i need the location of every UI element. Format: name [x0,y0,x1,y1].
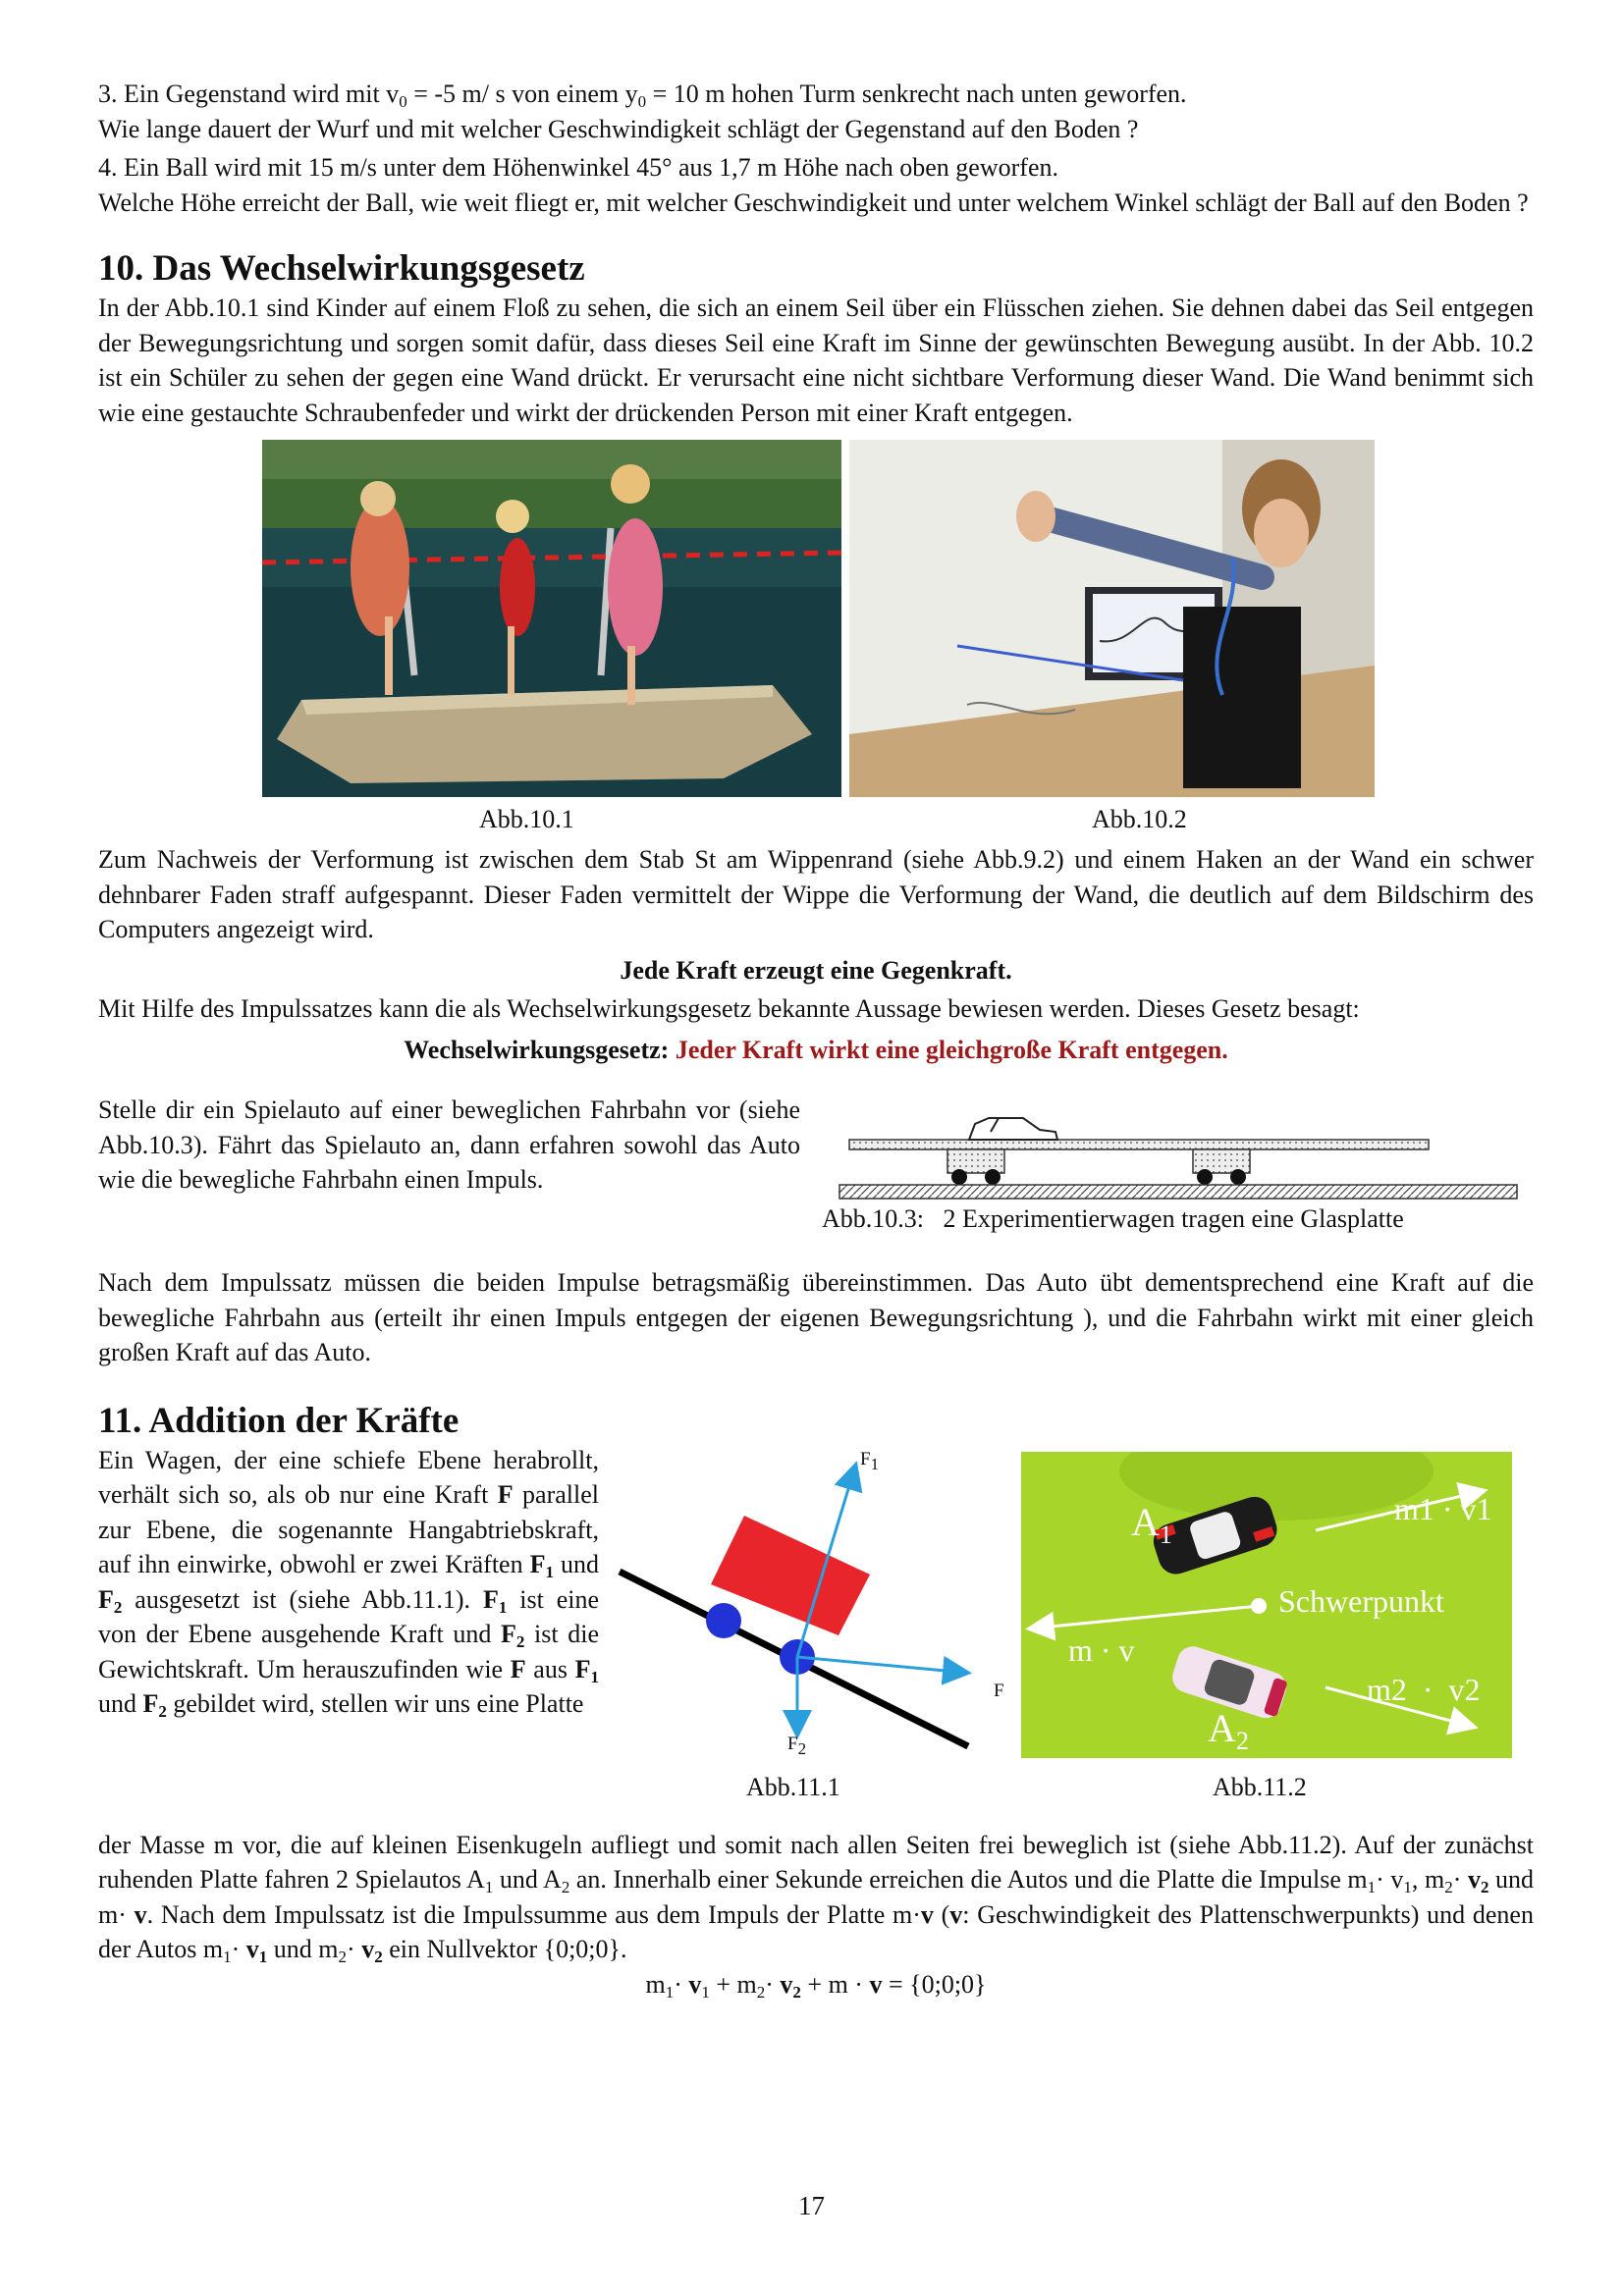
page-number: 17 [798,2191,825,2220]
caption-abb-11-2: Abb.11.2 [1213,1772,1307,1801]
section-10-title: 10. Das Wechselwirkungsgesetz [98,248,585,289]
section-10-para2: Zum Nachweis der Verformung ist zwischen dem Stab St am Wippenrand (siehe Abb.9.2) und einem Haken an der Wand ein schwer dehnbarer Faden straff aufgespannt. Dieser Faden vermittelt der Wippe die Verformung der Wand, die deutlich auf dem Bildschirm des Computers angezeigt wird. [98,845,1534,943]
exercise-4-line2: Welche Höhe erreicht der Ball, wie weit fliegt er, mit welcher Geschwindigkeit und unter welchem Winkel schlägt der Ball auf den Boden ? [98,187,1529,217]
law-statement [98,1033,1534,1068]
photo-row-10 [98,440,1534,842]
bold-statement: Jede Kraft erzeugt eine Gegenkraft. [620,955,1012,985]
caption-abb-10-1: Abb.10.1 [479,805,574,833]
label-schwerpunkt: Schwerpunkt [1278,1582,1444,1619]
label-a2: $A_2$ [1208,1705,1249,1755]
incline-diagram [617,1449,1009,1763]
label-a1: $A_1$ [1131,1499,1172,1549]
section-11-para1: Ein Wagen, der eine schiefe Ebene herabrollt, verhält sich so, als ob nur eine Kraft F parallel zur Ebene, die sogenannte Hangabtriebskraft, auf ihn einwirke, obwohl er zwei Kräften $F_1$ und $F_2$ ausgesetzt ist (siehe Abb.11.1). $F_1$ ist eine von der Ebene ausgehende Kraft und $F_2$ ist die Gewichtskraft. Um herauszufinden wie F aus $F_1$ und $F_2$ gebildet wird, stellen wir uns eine Platte [98,1445,600,1721]
caption-abb-10-2: Abb.10.2 [1092,805,1187,833]
label-m1v1: m1 · v1 [1394,1490,1492,1526]
law-label: Wechselwirkungsgesetz: [404,1035,676,1064]
section-10-para3: Mit Hilfe des Impulssatzes kann die als Wechselwirkungsgesetz bekannte Aussage bewiesen werden. Dieses Gesetz besagt: [98,994,1360,1023]
label-mv: m · v [1068,1631,1135,1668]
figure-10-3 [822,1093,1534,1240]
momentum-equation: $m_1\cdot v_1 + m_2\cdot v_2 + m \cdot v$ = {0;0;0} [645,1969,987,2002]
section-10-intro: In der Abb.10.1 sind Kinder auf einem Floß zu sehen, die sich an einem Seil über ein Flüsschen ziehen. Sie dehnen dabei das Seil entgegen der Bewegungsrichtung und sorgen somit dafür, dass dieses Seil eine Kraft im Sinne der gewünschten Bewegung ausübt. In der Abb. 10.2 ist ein Schüler zu sehen der gegen eine Wand drückt. Er verursacht eine nicht sichtbare Verformung dieser Wand. Die Wand benimmt sich wie eine gestauchte Schraubenfeder und wirkt der drückenden Person mit einer Kraft entgegen. [98,294,1534,427]
car-track-row [98,1093,1534,1240]
caption-abb-11-1: Abb.11.1 [746,1772,840,1801]
label-m2v2: m2 · v2 [1367,1671,1481,1707]
label-f2: $F_2$ [787,1733,807,1758]
exercise-3-line2: Wie lange dauert der Wurf und mit welcher Geschwindigkeit schlägt der Gegenstand auf den Boden ? [98,114,1139,143]
law-text: Jeder Kraft wirkt eine gleichgroße Kraft entgegen. [675,1035,1228,1064]
page-content [98,77,1534,2002]
caption-abb-10-3: Abb.10.3: 2 Experimentierwagen tragen eine Glasplatte [822,1204,1404,1233]
figure-11-2 [1021,1452,1512,1758]
exercise-3-line1: 3. Ein Gegenstand wird mit $v_0 = -5$ m/ s von einem $y_0 = 10$ m hohen Turm senkrecht nach unten geworfen. [98,80,1187,111]
section-11-para2: der Masse m vor, die auf kleinen Eisenkugeln aufliegt und somit nach allen Seiten frei beweglich ist (siehe Abb.11.2). Auf der zunächst ruhenden Platte fahren 2 Spielautos $A_1$ und $A_2$ an. Innerhalb einer Sekunde erreichen die Autos und die Platte die Impulse $m_1\cdot v_1$, $m_2\cdot v_2$ und m· v. Nach dem Impulssatz ist die Impulssumme aus dem Impuls der Platte m·v (v: Geschwindigkeit des Plattenschwerpunkts) und denen der Autos $m_1\cdot v_1$ und $m_2\cdot v_2$ ein Nullvektor {0;0;0}. [98,1830,1534,1966]
exercise-4-line1: 4. Ein Ball wird mit 15 m/s unter dem Höhenwinkel 45° aus 1,7 m Höhe nach oben geworfen. [98,153,1058,182]
label-f: F [994,1680,1004,1701]
figure-11-1 [617,1449,1009,1763]
experiment-cars-diagram [822,1093,1534,1202]
raft-photo [262,440,841,797]
wall-push-photo [849,440,1375,797]
section-10-para4: Stelle dir ein Spielauto auf einer beweglichen Fahrbahn vor (siehe Abb.10.3). Fährt das Spielauto an, dann erfahren sowohl das Auto wie die bewegliche Fahrbahn einen Impuls. [98,1095,800,1194]
section-11-title: 11. Addition der Kräfte [98,1400,460,1441]
label-f1: $F_1$ [860,1448,880,1473]
section-11-top [98,1443,1534,1828]
section-10-para5: Nach dem Impulssatz müssen die beiden Impulse betragsmäßig übereinstimmen. Das Auto übt dementsprechend eine Kraft auf die bewegliche Fahrbahn aus (erteilt ihr einen Impuls entgegen der eigenen Bewegungsrichtung ), und die Fahrbahn wirkt mit einer gleich großen Kraft auf das Auto. [98,1268,1534,1366]
